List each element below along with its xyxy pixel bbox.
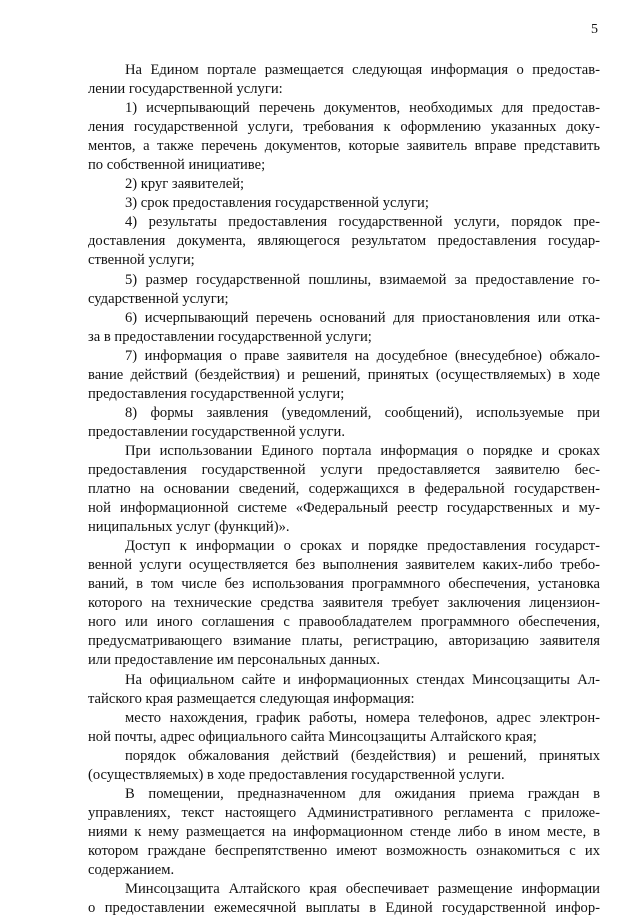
text-line: за в предоставлении государственной услуги; xyxy=(88,328,372,345)
text-line: Минсоцзащита Алтайского края обеспечивает размещение информации xyxy=(125,881,600,898)
text-line: 4) результаты предоставления государственной услуги, порядок пре- xyxy=(125,214,600,231)
text-line: 3) срок предоставления государственной услуги; xyxy=(125,195,429,212)
text-line: место нахождения, график работы, номера телефонов, адрес электрон- xyxy=(125,709,600,726)
text-line: ментов, а также перечень документов, которые заявитель вправе представить xyxy=(88,138,600,155)
text-line: предоставления государственной услуги; xyxy=(88,385,345,402)
text-line: ной информационной системе «Федеральный реестр государственных и му- xyxy=(88,500,600,517)
text-line: ниципальных услуг (функций)». xyxy=(88,519,290,536)
page-number: 5 xyxy=(591,22,598,37)
text-line: В помещении, предназначенном для ожидания приема граждан в xyxy=(125,785,600,802)
text-line: по собственной инициативе; xyxy=(88,157,266,174)
text-line: лении государственной услуги: xyxy=(88,81,283,98)
text-line: предоставлении государственной услуги. xyxy=(88,423,345,440)
text-line: платно на основании сведений, содержащихся в федеральной государствен- xyxy=(88,481,600,498)
text-line: которого на технические средства заявителя требует заключения лицензион- xyxy=(88,595,600,612)
document-body xyxy=(88,61,600,918)
text-line: ственной услуги; xyxy=(88,252,195,269)
text-line: 7) информация о праве заявителя на досудебное (внесудебное) обжало- xyxy=(125,347,600,364)
text-line: (осуществляемых) в ходе предоставления государственной услуги. xyxy=(88,766,505,783)
text-line: управлениях, текст настоящего Административного регламента с приложе- xyxy=(88,804,600,821)
text-line: На официальном сайте и информационных стендах Минсоцзащиты Ал- xyxy=(125,671,600,688)
text-line: При использовании Единого портала информация о порядке и сроках xyxy=(125,442,600,459)
text-line: 6) исчерпывающий перечень оснований для приостановления или отка- xyxy=(125,309,600,326)
text-line: 1) исчерпывающий перечень документов, необходимых для предостав- xyxy=(125,100,600,117)
text-line: вание действий (бездействия) и решений, принятых (осуществляемых) в ходе xyxy=(88,366,600,383)
text-line: На Едином портале размещается следующая информация о предостав- xyxy=(125,62,600,78)
text-line: 5) размер государственной пошлины, взимаемой за предоставление го- xyxy=(125,271,600,288)
text-line: о предоставлении ежемесячной выплаты в Единой государственной инфор- xyxy=(88,900,600,917)
text-line: тайского края размещается следующая информация: xyxy=(88,690,415,707)
text-line: венной услуги осуществляется без выполнения заявителем каких-либо требо- xyxy=(88,557,600,574)
text-line: 2) круг заявителей; xyxy=(125,176,245,193)
text-line: порядок обжалования действий (бездействия) и решений, принятых xyxy=(125,747,600,764)
text-line: содержанием. xyxy=(88,861,175,878)
text-line: или предоставление им персональных данных. xyxy=(88,652,380,669)
text-line: ниями к нему размещается на информационном стенде либо в ином месте, в xyxy=(88,823,600,840)
text-line: ной почты, адрес официального сайта Минсоцзащиты Алтайского края; xyxy=(88,728,537,745)
text-line: ного или иного соглашения с правообладателем программного обеспечения, xyxy=(88,614,600,631)
text-line: котором граждане беспрепятственно имеют возможность ознакомиться с их xyxy=(88,842,600,859)
text-line: предусматривающего взимание платы, регистрацию, авторизацию заявителя xyxy=(88,633,600,650)
text-line: ления государственной услуги, требования к оформлению указанных доку- xyxy=(88,119,600,136)
text-line: предоставления государственной услуги предоставляется заявителю бес- xyxy=(88,461,600,478)
text-line: доставления документа, являющегося результатом предоставления государ- xyxy=(88,233,600,250)
text-line: сударственной услуги; xyxy=(88,290,229,307)
text-line: Доступ к информации о сроках и порядке предоставления государст- xyxy=(125,538,600,555)
text-line: 8) формы заявления (уведомлений, сообщений), используемые при xyxy=(125,404,600,421)
text-line: ваний, в том числе без использования программного обеспечения, установка xyxy=(88,576,600,593)
